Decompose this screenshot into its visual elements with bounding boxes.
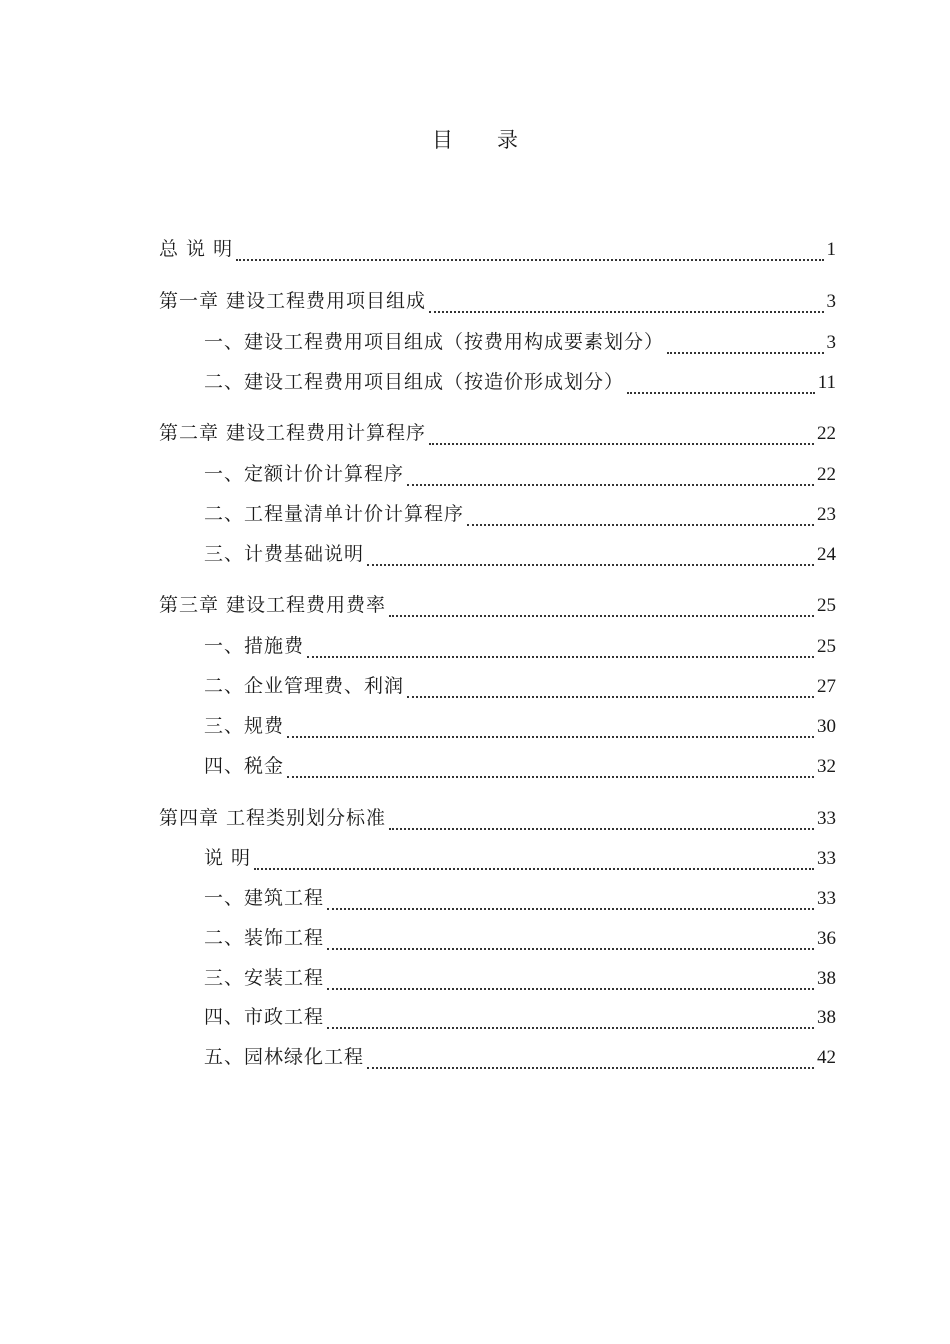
- toc-entry[interactable]: [204, 329, 836, 355]
- toc-entry-label: 四、市政工程: [204, 1006, 325, 1028]
- toc-entry-label: 一、定额计价计算程序: [204, 463, 405, 485]
- dot-leader: [367, 1065, 814, 1069]
- dot-leader: [307, 654, 814, 658]
- toc-page-number: 25: [817, 595, 836, 616]
- toc-page-number: 42: [817, 1047, 836, 1068]
- toc-page-number: 23: [817, 504, 836, 525]
- dot-leader: [367, 562, 814, 566]
- toc-entry-label: 三、规费: [204, 715, 285, 737]
- toc-entry[interactable]: [204, 673, 836, 699]
- toc-entry-label: 一、建筑工程: [204, 887, 325, 909]
- toc-entry[interactable]: [204, 1044, 836, 1070]
- toc-page-number: 38: [817, 1007, 836, 1028]
- toc-entry[interactable]: [204, 633, 836, 659]
- toc-entry-label: 四、税金: [204, 755, 285, 777]
- toc-entry[interactable]: [159, 236, 836, 262]
- toc-entry[interactable]: [204, 845, 836, 871]
- toc-page-number: 36: [817, 928, 836, 949]
- toc-page-number: 22: [817, 423, 836, 444]
- toc-entry[interactable]: [204, 461, 836, 487]
- dot-leader: [389, 826, 814, 830]
- toc-entry-label: 五、园林绿化工程: [204, 1046, 365, 1068]
- toc-entry-label: 第四章 工程类别划分标准: [159, 807, 387, 829]
- toc-entry-label: 第一章 建设工程费用项目组成: [159, 290, 427, 312]
- toc-page-number: 24: [817, 544, 836, 565]
- toc-page-number: 25: [817, 636, 836, 657]
- toc-page-number: 3: [826, 291, 836, 312]
- toc-entry-label: 二、企业管理费、利润: [204, 675, 405, 697]
- toc-page-number: 27: [817, 676, 836, 697]
- dot-leader: [287, 734, 814, 738]
- toc-entry-label: 一、建设工程费用项目组成（按费用构成要素划分）: [204, 331, 665, 353]
- toc-entry-label: 二、建设工程费用项目组成（按造价形成划分）: [204, 371, 625, 393]
- toc-entry-label: 二、工程量清单计价计算程序: [204, 503, 465, 525]
- dot-leader: [327, 1025, 814, 1029]
- toc-entry[interactable]: [204, 501, 836, 527]
- toc-page-number: 1: [826, 239, 836, 260]
- toc-entry-label: 一、措施费: [204, 635, 305, 657]
- toc-entry-label: 说 明: [204, 847, 252, 869]
- page-title: 目录: [432, 128, 562, 152]
- toc-entry[interactable]: [159, 805, 836, 831]
- dot-leader: [667, 350, 823, 354]
- dot-leader: [627, 390, 815, 394]
- dot-leader: [287, 774, 814, 778]
- dot-leader: [407, 694, 814, 698]
- toc-page-number: 22: [817, 464, 836, 485]
- toc-page-number: 33: [817, 808, 836, 829]
- toc-page-number: 11: [817, 372, 836, 393]
- toc-page-number: 30: [817, 716, 836, 737]
- dot-leader: [389, 613, 814, 617]
- toc-entry[interactable]: [204, 713, 836, 739]
- toc-entry[interactable]: [159, 420, 836, 446]
- dot-leader: [327, 986, 814, 990]
- dot-leader: [327, 946, 814, 950]
- dot-leader: [407, 482, 814, 486]
- dot-leader: [236, 257, 823, 261]
- toc-entry-label: 第三章 建设工程费用费率: [159, 594, 387, 616]
- toc-page-number: 3: [826, 332, 836, 353]
- dot-leader: [429, 441, 814, 445]
- toc-page-number: 38: [817, 968, 836, 989]
- toc-entry[interactable]: [204, 965, 836, 991]
- toc-entry[interactable]: [159, 592, 836, 618]
- toc-entry[interactable]: [204, 753, 836, 779]
- toc-page-number: 33: [817, 888, 836, 909]
- toc-entry-label: 三、计费基础说明: [204, 543, 365, 565]
- toc-entry[interactable]: [204, 541, 836, 567]
- toc-entry[interactable]: [204, 1004, 836, 1030]
- toc-entry[interactable]: [159, 288, 836, 314]
- toc-entry[interactable]: [204, 369, 836, 395]
- toc-page-number: 33: [817, 848, 836, 869]
- toc-entry[interactable]: [204, 925, 836, 951]
- toc-entry-label: 三、安装工程: [204, 967, 325, 989]
- toc-entry-label: 总 说 明: [159, 238, 234, 260]
- dot-leader: [327, 906, 814, 910]
- toc-entry-label: 二、装饰工程: [204, 927, 325, 949]
- dot-leader: [429, 309, 823, 313]
- dot-leader: [254, 866, 814, 870]
- toc-entry[interactable]: [204, 885, 836, 911]
- toc-entry-label: 第二章 建设工程费用计算程序: [159, 422, 427, 444]
- dot-leader: [467, 522, 814, 526]
- toc-page-number: 32: [817, 756, 836, 777]
